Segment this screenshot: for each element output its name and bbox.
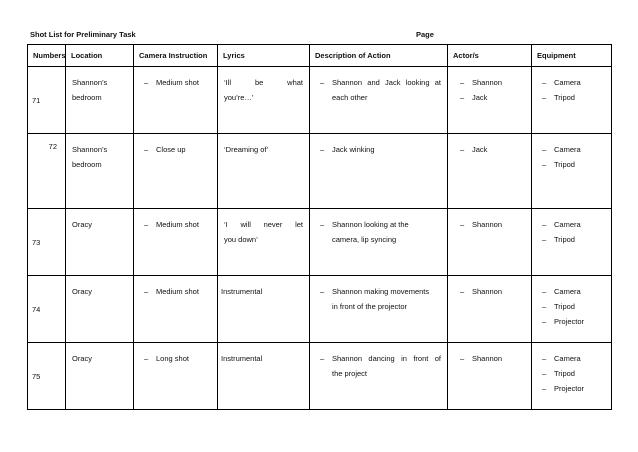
location-cell	[66, 343, 134, 410]
equipment-item: – Tripod	[534, 232, 605, 247]
action-line: – Shannon making movements	[332, 287, 430, 296]
equipment-cell	[532, 209, 612, 276]
location-cell	[66, 276, 134, 343]
equipment-item: – Projector	[534, 314, 605, 329]
camera-instruction: – Medium shot	[136, 75, 211, 90]
camera-instruction: – Medium shot	[136, 217, 211, 232]
table-row	[28, 209, 612, 276]
col-camera-instruction: Camera Instruction	[134, 45, 218, 67]
equipment-item: – Camera	[534, 217, 605, 232]
action-cell	[310, 276, 448, 343]
camera-cell	[134, 134, 218, 209]
equipment-item: – Camera	[534, 75, 605, 90]
action-line: – Jack winking	[332, 145, 375, 154]
lyrics-line: ‘I will never let	[224, 220, 303, 229]
lyrics-cell	[218, 343, 310, 410]
table-row	[28, 276, 612, 343]
lyrics-cell	[218, 134, 310, 209]
table-row	[28, 134, 612, 209]
lyrics-line: Instrumental	[221, 287, 263, 296]
shot-number: 75	[28, 343, 66, 410]
camera-instruction: – Long shot	[136, 351, 211, 366]
location-line: Oracy	[72, 354, 93, 363]
lyrics-cell	[218, 209, 310, 276]
col-actors: Actor/s	[448, 45, 532, 67]
location-line: Oracy	[72, 220, 93, 229]
equipment-cell	[532, 134, 612, 209]
col-description: Description of Action	[310, 45, 448, 67]
shot-number: 74	[28, 276, 66, 343]
equipment-item: – Tripod	[534, 90, 605, 105]
table-row	[28, 67, 612, 134]
equipment-item: – Camera	[534, 284, 605, 299]
actors-cell	[448, 209, 532, 276]
col-lyrics: Lyrics	[218, 45, 310, 67]
equipment-item: – Camera	[534, 351, 605, 366]
action-cell	[310, 134, 448, 209]
action-cell	[310, 209, 448, 276]
equipment-cell	[532, 343, 612, 410]
camera-instruction: – Close up	[136, 142, 211, 157]
page-label: Page	[416, 30, 434, 39]
location-cell	[66, 67, 134, 134]
action-line: – Shannon and Jack looking at	[332, 78, 441, 87]
lyrics-cell	[218, 67, 310, 134]
shot-number: 73	[28, 209, 66, 276]
actors-cell	[448, 343, 532, 410]
lyrics-cell	[218, 276, 310, 343]
lyrics-line: ‘Ill be what	[224, 78, 303, 87]
location-line: bedroom	[72, 93, 102, 102]
actor-item: – Shannon	[452, 351, 525, 366]
action-line: camera, lip syncing	[332, 235, 397, 244]
actor-item: – Shannon	[452, 217, 525, 232]
lyrics-line: ‘Dreaming of’	[224, 145, 269, 154]
document-title: Shot List for Preliminary Task	[30, 30, 136, 39]
table-row	[28, 343, 612, 410]
actor-item: – Jack	[452, 142, 525, 157]
shot-number: 71	[28, 67, 66, 134]
action-cell	[310, 343, 448, 410]
location-line: bedroom	[72, 160, 102, 169]
actor-item: – Shannon	[452, 284, 525, 299]
table-header-row	[28, 45, 612, 67]
actor-item: – Shannon	[452, 75, 525, 90]
action-cell	[310, 67, 448, 134]
location-line: Oracy	[72, 287, 93, 296]
actors-cell	[448, 276, 532, 343]
camera-instruction: – Medium shot	[136, 284, 211, 299]
action-line: – Shannon dancing in front of	[332, 354, 441, 363]
col-equipment: Equipment	[532, 45, 612, 67]
camera-cell	[134, 67, 218, 134]
location-cell	[66, 209, 134, 276]
action-line: the project	[332, 369, 368, 378]
actor-item: – Jack	[452, 90, 525, 105]
action-line: each other	[332, 93, 368, 102]
location-line: Shannon’s	[72, 145, 108, 154]
lyrics-line: you down’	[224, 235, 258, 244]
equipment-cell	[532, 276, 612, 343]
actors-cell	[448, 67, 532, 134]
action-line: – Shannon looking at the	[332, 220, 409, 229]
equipment-cell	[532, 67, 612, 134]
equipment-item: – Tripod	[534, 299, 605, 314]
location-cell	[66, 134, 134, 209]
lyrics-line: you’re…’	[224, 93, 254, 102]
lyrics-line: Instrumental	[221, 354, 263, 363]
camera-cell	[134, 209, 218, 276]
camera-cell	[134, 276, 218, 343]
col-numbers: Numbers	[28, 45, 66, 67]
equipment-item: – Tripod	[534, 366, 605, 381]
camera-cell	[134, 343, 218, 410]
action-line: in front of the projector	[332, 302, 408, 311]
shot-number: 72	[28, 134, 66, 209]
equipment-item: – Camera	[534, 142, 605, 157]
col-location: Location	[66, 45, 134, 67]
location-line: Shannon’s	[72, 78, 108, 87]
equipment-item: – Tripod	[534, 157, 605, 172]
equipment-item: – Projector	[534, 381, 605, 396]
actors-cell	[448, 134, 532, 209]
shot-list-table	[27, 44, 612, 410]
